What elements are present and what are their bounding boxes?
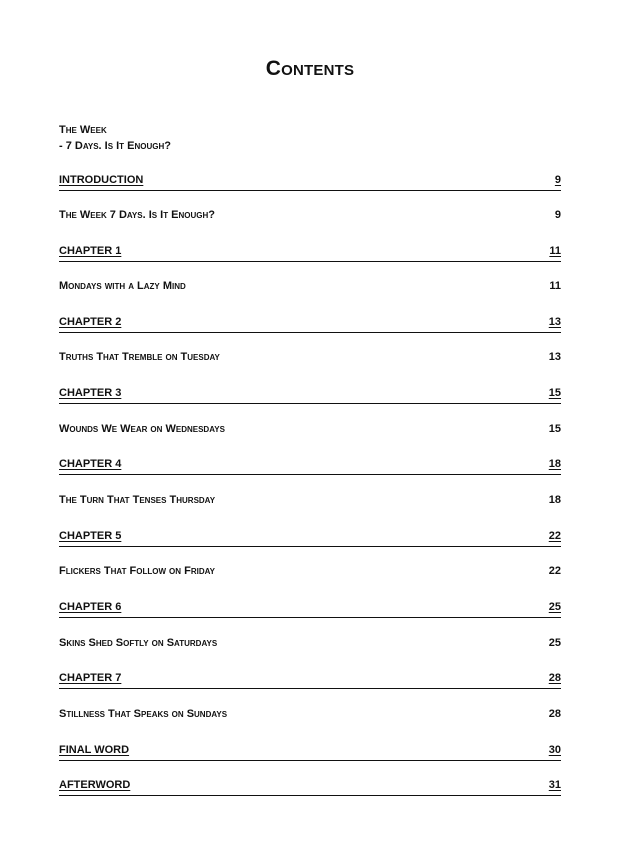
toc-entry-page: 15 xyxy=(548,387,561,399)
toc-entry-page: 28 xyxy=(548,672,561,684)
toc-entry-chapter-2[interactable] xyxy=(59,316,561,333)
toc-entry-chapter-5[interactable] xyxy=(59,530,561,547)
toc-entry-label: AFTERWORD xyxy=(59,779,131,791)
toc-entry-page: 31 xyxy=(548,779,561,791)
toc-entry-page: 22 xyxy=(548,565,561,577)
toc-entry-page: 18 xyxy=(548,458,561,470)
toc-entry-chapter-1-title[interactable] xyxy=(59,280,561,296)
toc-entry-page: 15 xyxy=(548,423,561,435)
toc-entry-chapter-3-title[interactable] xyxy=(59,423,561,439)
book-subtitle-block xyxy=(59,122,171,154)
toc-entry-page: 22 xyxy=(548,530,561,542)
toc-entry-label: CHAPTER 3 xyxy=(59,387,122,399)
toc-entry-chapter-4-title[interactable] xyxy=(59,494,561,510)
toc-entry-chapter-6[interactable] xyxy=(59,601,561,618)
page-title: Contents xyxy=(265,57,355,80)
toc-entry-page: 13 xyxy=(548,351,561,363)
toc-entry-label: Wounds We Wear on Wednesdays xyxy=(59,423,225,435)
toc-entry-label: The Turn That Tenses Thursday xyxy=(59,494,216,506)
book-subtitle-line-2: - 7 Days. Is It Enough? xyxy=(59,140,171,152)
toc-entry-chapter-3[interactable] xyxy=(59,387,561,404)
book-subtitle-line-1: The Week xyxy=(59,124,107,136)
toc-entry-page: 11 xyxy=(549,280,561,292)
toc-entry-final-word[interactable] xyxy=(59,744,561,761)
toc-entry-page: 28 xyxy=(548,708,561,720)
toc-entry-label: FINAL WORD xyxy=(59,744,130,756)
toc-entry-afterword[interactable] xyxy=(59,779,561,796)
toc-entry-page: 13 xyxy=(548,316,561,328)
toc-entry-introduction[interactable] xyxy=(59,174,561,191)
toc-entry-page: 25 xyxy=(548,601,561,613)
toc-entry-label: CHAPTER 1 xyxy=(59,245,122,257)
toc-entry-intro-subtitle[interactable] xyxy=(59,209,561,225)
toc-entry-page: 9 xyxy=(554,174,561,186)
toc-entry-label: CHAPTER 2 xyxy=(59,316,122,328)
toc-entry-label: INTRODUCTION xyxy=(59,174,144,186)
toc-entry-label: Mondays with a Lazy Mind xyxy=(59,280,186,292)
toc-entry-label: Truths That Tremble on Tuesday xyxy=(59,351,220,363)
toc-entry-label: CHAPTER 5 xyxy=(59,530,122,542)
toc-entry-chapter-2-title[interactable] xyxy=(59,351,561,367)
toc-entry-chapter-7-title[interactable] xyxy=(59,708,561,724)
toc-entry-page: 25 xyxy=(548,637,561,649)
toc-entry-chapter-6-title[interactable] xyxy=(59,637,561,653)
toc-entry-page: 30 xyxy=(548,744,561,756)
toc-entry-chapter-1[interactable] xyxy=(59,245,561,262)
toc-entry-label: The Week 7 Days. Is It Enough? xyxy=(59,209,216,221)
toc-entry-chapter-5-title[interactable] xyxy=(59,565,561,581)
toc-entry-label: Stillness That Speaks on Sundays xyxy=(59,708,228,720)
toc-entry-label: CHAPTER 7 xyxy=(59,672,122,684)
toc-entry-page: 18 xyxy=(548,494,561,506)
toc-entry-label: Flickers That Follow on Friday xyxy=(59,565,215,577)
toc-entry-page: 11 xyxy=(549,245,561,257)
toc-entry-label: CHAPTER 4 xyxy=(59,458,122,470)
toc-entry-chapter-4[interactable] xyxy=(59,458,561,475)
toc-entry-page: 9 xyxy=(554,209,561,221)
toc-entry-label: CHAPTER 6 xyxy=(59,601,122,613)
toc-entry-chapter-7[interactable] xyxy=(59,672,561,689)
toc-entry-label: Skins Shed Softly on Saturdays xyxy=(59,637,218,649)
